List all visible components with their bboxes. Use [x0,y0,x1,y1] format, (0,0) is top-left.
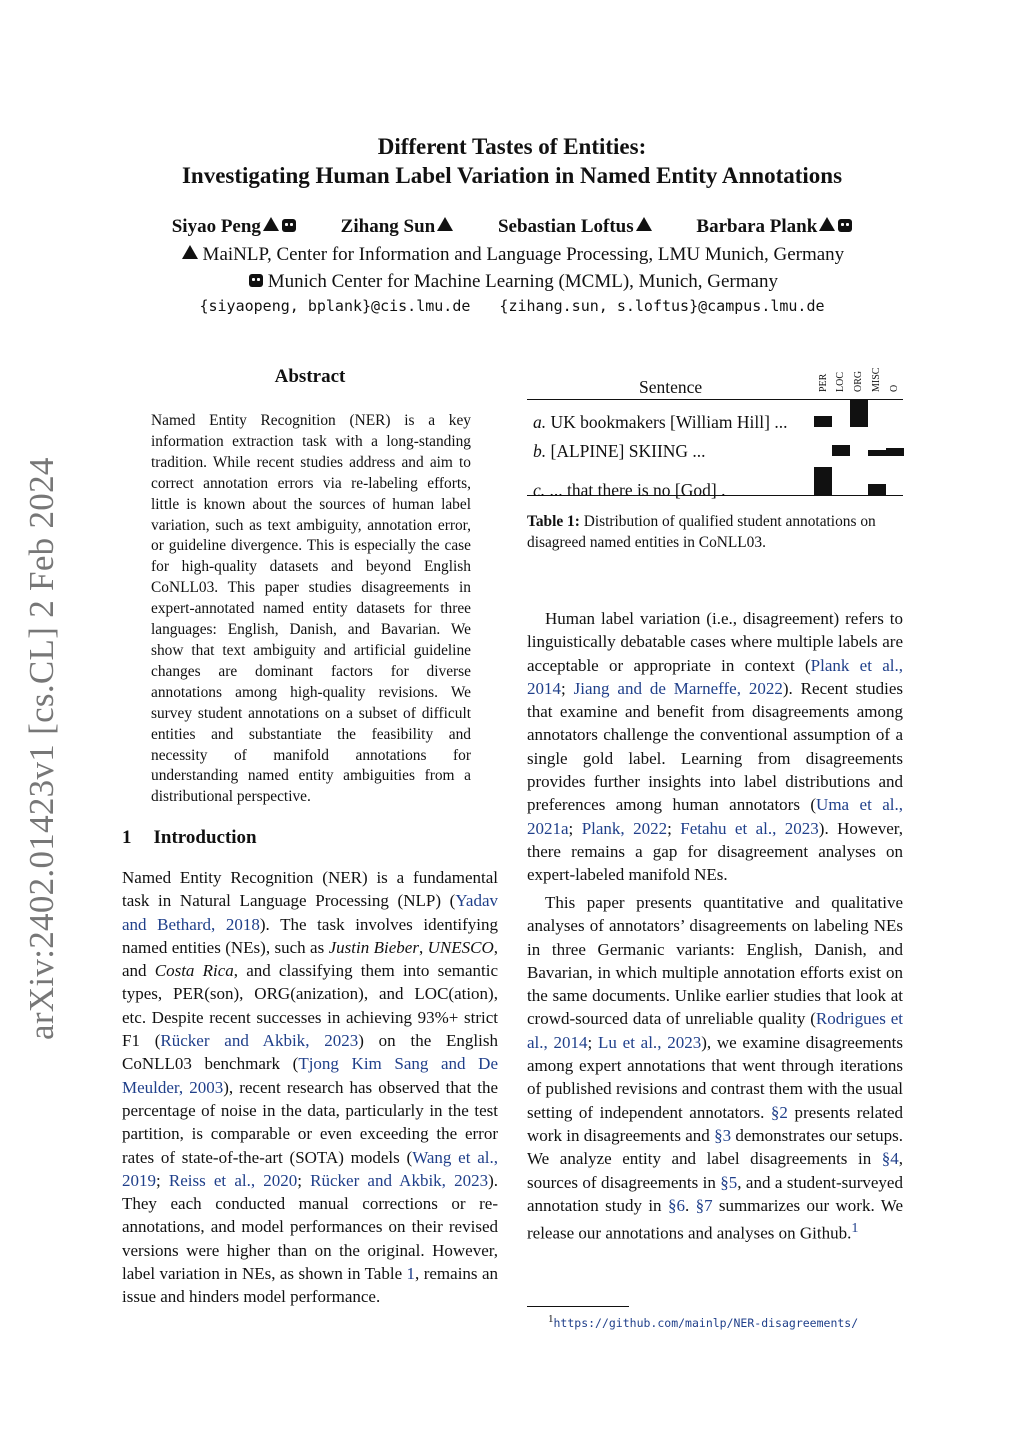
citation-link[interactable]: Fetahu et al., 2023 [680,818,819,838]
section-link[interactable]: §7 [695,1195,713,1215]
col-head-org: ORG [853,370,864,392]
paper-title-line1: Different Tastes of Entities: [377,134,647,159]
author-3: Sebastian Loftus [498,216,652,237]
email-2: {zihang.sun, s.loftus}@campus.lmu.de [499,297,825,315]
col-head-misc: MISC [871,367,882,392]
section-link[interactable]: §4 [881,1149,899,1169]
bar-row1-per [814,416,832,427]
annotation-distribution-bars [527,369,903,499]
bar-row2-o [886,448,904,456]
paper-title-line2: Investigating Human Label Variation in Named Entity Annotations [181,163,843,188]
citation-link[interactable]: Uma et al., 2021a [527,795,903,838]
table-row-c: c. ... that there is no [God] . [533,480,726,500]
mountain-icon [182,245,198,259]
github-url-link[interactable]: https://github.com/mainlp/NER-disagreements/ [553,1315,859,1330]
citation-link[interactable]: Plank, 2022 [581,818,668,838]
footnote-rule [527,1306,629,1307]
affiliation-2: Munich Center for Machine Learning (MCML), Munich, Germany [0,271,1024,293]
abstract-heading: Abstract [274,366,346,387]
affiliation-1: MaiNLP, Center for Information and Language Processing, LMU Munich, Germany [0,244,1024,266]
arxiv-identifier: arXiv:2402.01423v1 [cs.CL] 2 Feb 2024 [22,457,61,1040]
citation-link[interactable]: Plank et al., 2014 [527,655,903,698]
citation-link[interactable]: Lu et al., 2023 [598,1032,702,1052]
table-row-a: a. UK bookmakers [William Hill] ... [533,412,788,432]
section-link[interactable]: §2 [770,1102,788,1122]
robot-icon [838,219,852,232]
table-1-caption: Table 1: Distribution of qualified student annotations on disagreed named entities in CoNLL03. [527,513,876,551]
citation-link[interactable]: Yadav and Bethard, 2018 [122,891,498,934]
citation-link[interactable]: Jiang and de Marneffe, 2022 [573,678,783,698]
col-head-loc: LOC [835,372,846,392]
bar-row1-org [850,399,868,427]
introduction-paragraph: Named Entity Recognition (NER) is a fundamental task in Natural Language Processing (NLP) (Yadav and Bethard, 2018). The task involves identifying named entities (NEs), such as Justin Bieber, UNESCO, and Costa Rica, and classifying them into semantic types, PER(son), ORG(anization), and LOC(ation), etc. Despite recent successes in achieving 93%+ strict F1 (Rücker and Akbik, 2023) on the English CoNLL03 benchmark (Tjong Kim Sang and De Meulder, 2003), recent research has observed that the percentage of noise in the data, particularly in the test partition, is comparable or even exceeding the error rates of state-of-the-art (SOTA) models (Wang et al., 2019; Reiss et al., 2020; Rücker and Akbik, 2023). They each conducted manual corrections or re-annotations, and model performances on their revised versions were higher than on the original. However, label variation in NEs, as shown in Table 1, remains an issue and hinders model performance. [122,868,499,1307]
right-paragraph-1: Human label variation (i.e., disagreement) refers to linguistically debatable cases where multiple labels are acceptable or appropriate in context (Plank et al., 2014; Jiang and de Marneffe, 2022). Recent studies that examine and benefit from disagreements among annotators challenge the conventional assumption of a single gold label. Learning from disagreements provides further insights into label distributions and preferences among human annotators (Uma et al., 2021a; Plank, 2022; Fetahu et al., 2023). However, there remains a gap for disagreement analyses on expert-labeled manifold NEs. [527,609,903,885]
mountain-icon [636,217,652,231]
citation-link[interactable]: Wang et al., 2019 [122,1147,498,1190]
section-link[interactable]: §5 [720,1172,738,1192]
bar-row3-per [814,467,832,495]
email-list [0,297,1024,315]
author-4: Barbara Plank [696,216,852,237]
author-list [0,216,1024,238]
citation-link[interactable]: Rodrigues et al., 2014 [527,1009,903,1052]
section-heading-introduction: 1 Introduction [122,827,257,848]
bar-row2-misc [868,450,886,456]
email-1: {siyaopeng, bplank}@cis.lmu.de [199,297,471,315]
mountain-icon [263,217,279,231]
table-header-sentence: Sentence [639,377,703,397]
table-row-b: b. [ALPINE] SKIING ... [533,441,706,461]
abstract-text: Named Entity Recognition (NER) is a key information extraction task with a long-standing tradition. While recent studies address and aim to correct annotation errors via re-labeling efforts, little is known about the sources of human label variation, such as text ambiguity, annotation error, or guideline divergence. This is especially the case for high-quality datasets and beyond English CoNLL03. This paper studies disagreements in expert-annotated named entity datasets for three languages: English, Danish, and Bavarian. We show that text ambiguity and artificial guideline changes are dominant factors for diverse annotations among high-quality revisions. We survey student annotations on a subset of difficult entities and substantiate the feasibility and necessity of manifold annotations for understanding named entity ambiguities from a distributional perspective. [151,412,471,806]
right-paragraph-2: This paper presents quantitative and qualitative analyses of annotators’ disagreements on labeling NEs in three Germanic variants: English, Danish, and Bavarian, in which multiple annotation efforts exist on the same documents. Unlike earlier studies that look at crowd-sourced data of unreliable quality (Rodrigues et al., 2014; Lu et al., 2023), we examine disagreements among expert annotations that went through iterations of published revisions and contrast them with the usual setting of independent annotators. §2 presents related work in disagreements and §3 demonstrates our setups. We analyze entity and label disagreements in §4, sources of disagreements in §5, and a student-surveyed annotation study in §6. §7 summarizes our work. We release our annotations and analyses on Github.$^1$ [527,893,904,1243]
mountain-icon [437,217,453,231]
mountain-icon [819,217,835,231]
robot-icon [282,219,296,232]
footnote: $^1$https://github.com/mainlp/NER-disagreements/ [548,1313,859,1330]
footnote-mark-link[interactable]: 1 [851,1220,859,1237]
section-link[interactable]: §3 [714,1125,732,1145]
author-1: Siyao Peng [172,216,296,237]
author-2: Zihang Sun [341,216,454,237]
table-reference-link[interactable]: 1 [406,1264,416,1284]
robot-icon [249,274,263,287]
col-head-per: PER [818,373,829,392]
table-1 [527,369,903,499]
section-link[interactable]: §6 [667,1195,685,1215]
citation-link[interactable]: Rücker and Akbik, 2023 [160,1031,359,1051]
citation-link[interactable]: Rücker and Akbik, 2023 [310,1170,489,1190]
col-head-o: O [889,384,900,392]
bar-row3-misc [868,484,886,495]
citation-link[interactable]: Tjong Kim Sang and De Meulder, 2003 [122,1054,498,1097]
bar-row2-loc [832,445,850,456]
citation-link[interactable]: Reiss et al., 2020 [168,1170,298,1190]
